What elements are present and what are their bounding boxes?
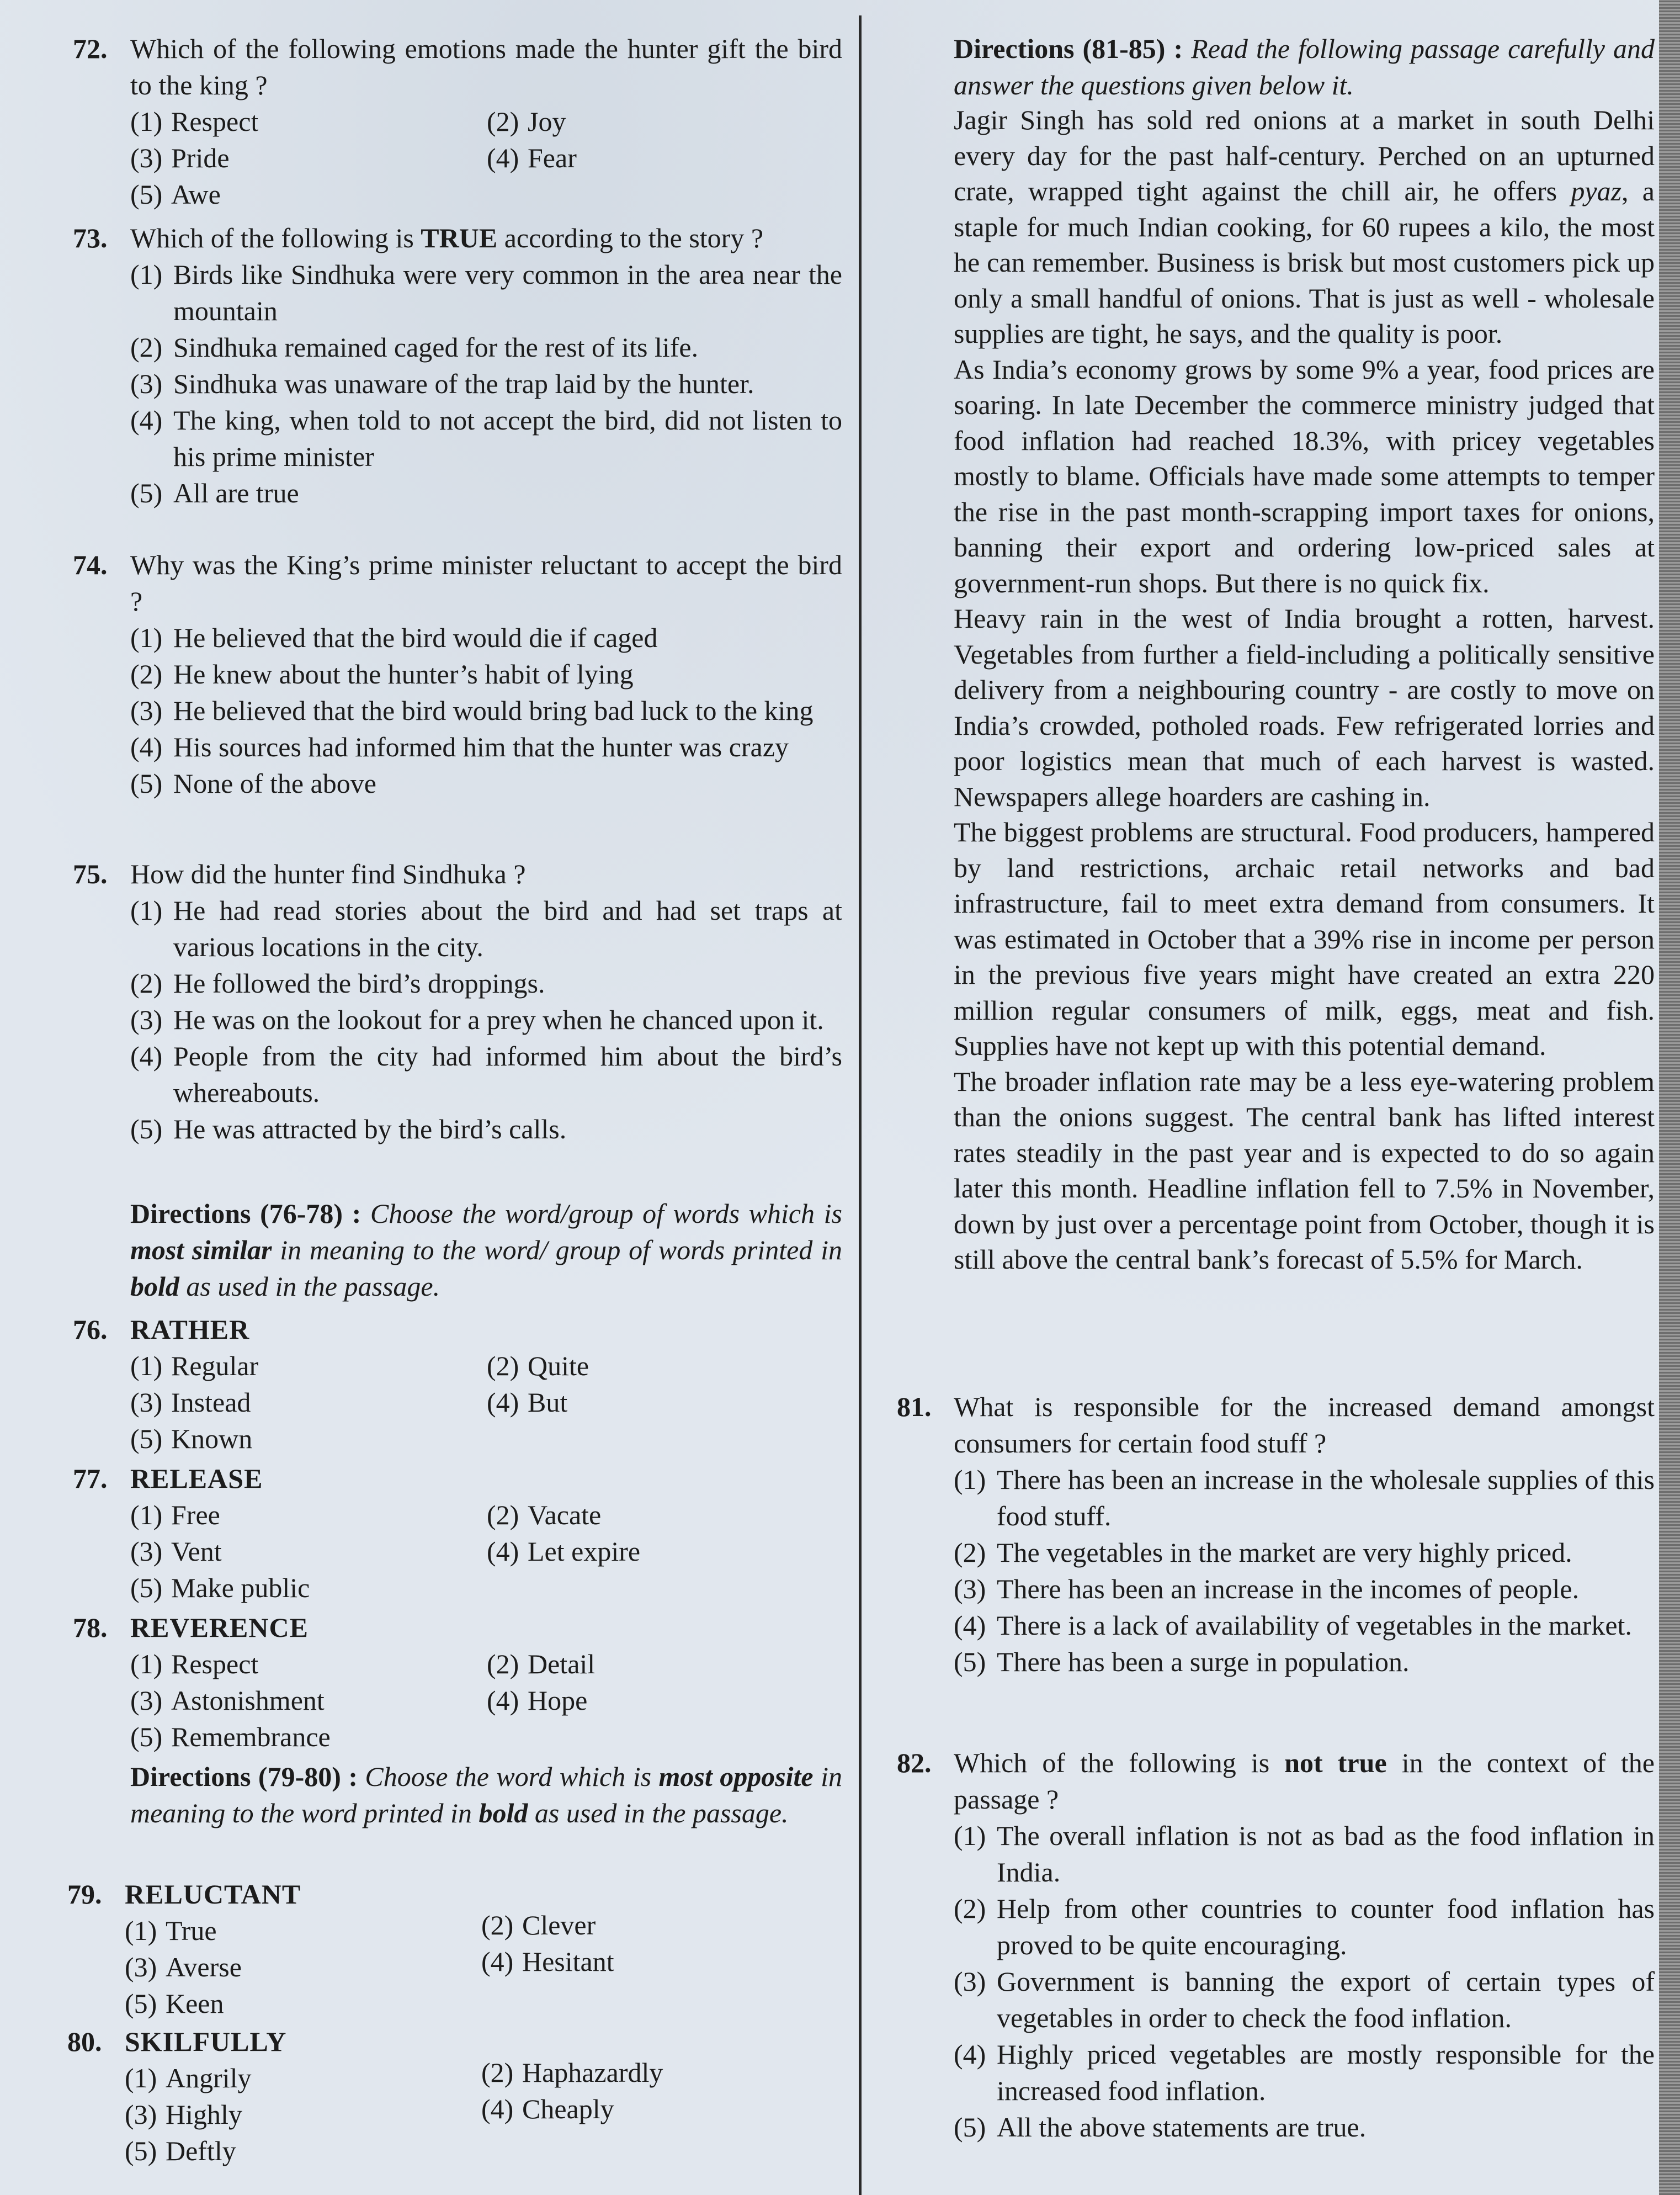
passage-text: , a staple for much Indian cooking, for 60 rupees a kilo, the most he can remember. Business is brisk but most customers pick up only a small handful of onions. That is just as well - wholesale supplies are tight, he says, and the quality is poor. xyxy=(954,176,1655,349)
option-number: (5) xyxy=(954,2112,986,2143)
directions-text: Choose the word which is xyxy=(357,1761,659,1792)
option-text: All the above statements are true. xyxy=(997,2112,1367,2143)
question-text-part: Which of the following is xyxy=(130,222,421,253)
question-number: 76. xyxy=(73,1314,108,1345)
option-text: Free xyxy=(171,1499,220,1530)
directions-text: Choose the word/group of words which is xyxy=(361,1198,842,1229)
option-number: (5) xyxy=(130,1423,163,1454)
question-number: 77. xyxy=(73,1463,108,1494)
option-number: (1) xyxy=(125,2063,157,2093)
option-2[interactable] xyxy=(487,1646,840,1682)
options xyxy=(130,103,850,213)
question-number: 72. xyxy=(73,33,108,64)
option-number: (1) xyxy=(954,1464,986,1495)
question-80 xyxy=(0,2023,850,2169)
option-number: (5) xyxy=(125,1988,157,2019)
passage-paragraph-2: As India’s economy grows by some 9% a year, food prices are soaring. In late December the commerce ministry judged that food inflation had reached 18.3%, with pricey vegetables mostly to blame. Officials have made some attempts to temper the rise in the past month-scrapping import taxes for onions, banning their export and ordering low-priced sales at government-run shops. But there is no quick fix. xyxy=(954,353,1655,598)
column-divider xyxy=(859,15,862,2195)
options xyxy=(130,256,842,511)
option-text: People from the city had informed him about the bird’s whereabouts. xyxy=(173,1041,842,1108)
options xyxy=(125,1912,850,2022)
directions-76-78 xyxy=(130,1195,842,1305)
option-4[interactable] xyxy=(130,402,842,475)
option-text: Deftly xyxy=(166,2135,236,2166)
option-number: (4) xyxy=(487,142,519,173)
directions-text: in meaning to the word printed in xyxy=(130,1761,842,1828)
option-number: (3) xyxy=(130,1004,163,1035)
option-number: (2) xyxy=(954,1893,986,1924)
option-5[interactable] xyxy=(130,475,842,511)
option-text: Fear xyxy=(528,142,577,173)
question-word: RATHER xyxy=(130,1314,250,1345)
directions-label: Directions (79-80) : xyxy=(130,1761,358,1792)
option-3[interactable] xyxy=(130,365,842,402)
option-2[interactable] xyxy=(130,965,842,1001)
question-79 xyxy=(0,1876,850,2022)
option-5[interactable] xyxy=(130,1570,487,1606)
option-number: (4) xyxy=(481,1946,514,1977)
option-number: (4) xyxy=(130,1041,163,1072)
option-text: Sindhuka was unaware of the trap laid by the hunter. xyxy=(173,368,754,399)
option-number: (2) xyxy=(481,2057,514,2088)
passage-text: Jagir Singh has sold red onions at a market in south Delhi every day for the past half-century. Perched on an upturned crate, wrapped tight against the chill air, he offers xyxy=(954,104,1655,206)
option-number: (1) xyxy=(130,622,163,653)
option-5[interactable] xyxy=(130,1111,842,1147)
question-text-part: Which of the following is xyxy=(954,1747,1285,1778)
option-5[interactable] xyxy=(125,2133,481,2169)
passage-paragraph-3: Heavy rain in the west of India brought a rotten, harvest. Vegetables from further a field-including a politically sensitive delivery from a neighbouring country - are costly to move on India’s crowded, potholed roads. Few refrigerated lorries and poor logistics mean that much of each harvest is wasted. Newspapers allege hoarders are cashing in. xyxy=(954,603,1655,812)
question-text xyxy=(130,220,842,256)
option-text: He was on the lookout for a prey when he chanced upon it. xyxy=(173,1004,824,1035)
option-number: (5) xyxy=(130,478,163,508)
option-number: (3) xyxy=(130,1536,163,1567)
option-number: (4) xyxy=(487,1387,519,1418)
option-text: All are true xyxy=(173,478,299,508)
option-text: Keen xyxy=(166,1988,224,2019)
option-text: Respect xyxy=(171,106,259,137)
option-number: (2) xyxy=(487,1499,519,1530)
directions-emphasis: most similar xyxy=(130,1234,272,1265)
option-4[interactable] xyxy=(481,1943,834,1985)
question-number: 75. xyxy=(73,858,108,889)
option-text: Averse xyxy=(166,1952,242,1982)
directions-79-80 xyxy=(130,1758,842,1831)
option-number: (2) xyxy=(130,332,163,363)
option-text: He knew about the hunter’s habit of lying xyxy=(173,659,634,690)
option-number: (5) xyxy=(954,1646,986,1677)
option-text: The overall inflation is not as bad as the food inflation in India. xyxy=(997,1820,1655,1888)
option-number: (1) xyxy=(130,106,163,137)
option-text: There has been a surge in population. xyxy=(997,1646,1410,1677)
option-4[interactable] xyxy=(487,1682,840,1719)
option-3[interactable] xyxy=(130,692,842,729)
passage-paragraph-4: The biggest problems are structural. Food producers, hampered by land restrictions, archaic retail networks and bad infrastructure, fail to meet extra demand from consumers. It was estimated in October that a 39% rise in income per person in the previous five years might have created an extra 220 million regular consumers of milk, eggs, meat and fish. Supplies have not kept up with this potential demand. xyxy=(954,817,1655,1061)
option-number: (1) xyxy=(130,895,163,926)
option-text: The king, when told to not accept the bird, did not listen to his prime minister xyxy=(173,405,842,472)
option-number: (1) xyxy=(130,259,163,290)
question-text: How did the hunter find Sindhuka ? xyxy=(130,858,526,889)
question-text: Which of the following emotions made the hunter gift the bird to the king ? xyxy=(130,33,842,100)
directions-emphasis: bold xyxy=(130,1271,179,1302)
option-number: (1) xyxy=(130,1648,163,1679)
option-number: (3) xyxy=(125,2099,157,2130)
option-number: (5) xyxy=(130,1721,163,1752)
question-text-bold: TRUE xyxy=(421,222,498,253)
option-text: Instead xyxy=(171,1387,251,1418)
question-72 xyxy=(0,30,850,213)
option-text: Awe xyxy=(171,179,221,210)
option-4[interactable] xyxy=(487,140,840,176)
option-1[interactable] xyxy=(130,103,487,140)
question-text-bold: not true xyxy=(1284,1747,1387,1778)
option-2[interactable] xyxy=(130,329,842,365)
option-number: (2) xyxy=(481,1910,514,1940)
option-number: (4) xyxy=(481,2093,514,2124)
option-4[interactable] xyxy=(954,1607,1655,1643)
directions-81-85 xyxy=(954,30,1655,103)
option-3[interactable] xyxy=(130,1384,487,1420)
option-number: (5) xyxy=(130,1572,163,1603)
option-4[interactable] xyxy=(481,2091,834,2133)
question-text xyxy=(954,1745,1655,1817)
question-text-part: in the context of the passage ? xyxy=(954,1747,1655,1815)
option-1[interactable] xyxy=(954,1461,1655,1534)
option-3[interactable] xyxy=(125,1949,481,1985)
question-text: Why was the King’s prime minister reluctant to accept the bird ? xyxy=(130,549,842,617)
option-1[interactable] xyxy=(125,2060,481,2096)
options xyxy=(130,619,842,802)
directions-text: in meaning to the word/ group of words printed in xyxy=(272,1234,842,1265)
option-number: (2) xyxy=(487,106,519,137)
question-78 xyxy=(0,1609,850,1755)
directions-emphasis: most opposite xyxy=(658,1761,814,1792)
option-3[interactable] xyxy=(954,1963,1655,2036)
option-number: (2) xyxy=(130,968,163,999)
option-text: Pride xyxy=(171,142,230,173)
option-1[interactable] xyxy=(130,1646,487,1682)
question-number: 81. xyxy=(897,1391,932,1422)
directions-label: Directions (76-78) : xyxy=(130,1198,361,1229)
option-4[interactable] xyxy=(487,1533,840,1570)
options xyxy=(130,1646,850,1755)
option-text: There has been an increase in the wholesale supplies of this food stuff. xyxy=(997,1464,1655,1531)
option-text: Remembrance xyxy=(171,1721,331,1752)
option-text: Clever xyxy=(522,1910,596,1940)
option-number: (4) xyxy=(130,405,163,436)
question-75 xyxy=(0,856,850,1147)
question-number: 73. xyxy=(73,222,108,253)
directions-text: as used in the passage. xyxy=(528,1798,789,1828)
question-74 xyxy=(0,547,850,802)
option-5[interactable] xyxy=(130,1719,487,1755)
option-number: (4) xyxy=(487,1536,519,1567)
option-text: Sindhuka remained caged for the rest of its life. xyxy=(173,332,699,363)
option-2[interactable] xyxy=(481,1907,834,1949)
option-text: He believed that the bird would die if caged xyxy=(173,622,658,653)
option-text: The vegetables in the market are very highly priced. xyxy=(997,1537,1572,1568)
question-word: REVERENCE xyxy=(130,1612,309,1643)
question-number: 82. xyxy=(897,1747,932,1778)
option-number: (2) xyxy=(954,1537,986,1568)
option-text: Regular xyxy=(171,1350,259,1381)
option-number: (3) xyxy=(125,1952,157,1982)
question-word: RELUCTANT xyxy=(125,1879,301,1910)
option-1[interactable] xyxy=(125,1912,481,1949)
option-text: Government is banning the export of certain types of vegetables in order to check the food inflation. xyxy=(997,1966,1655,2033)
question-73 xyxy=(0,220,850,511)
option-text: But xyxy=(528,1387,568,1418)
option-text: Help from other countries to counter food inflation has proved to be quite encouraging. xyxy=(997,1893,1655,1960)
option-5[interactable] xyxy=(125,1985,481,2022)
option-number: (3) xyxy=(130,368,163,399)
option-number: (2) xyxy=(130,659,163,690)
option-number: (1) xyxy=(130,1350,163,1381)
option-2[interactable] xyxy=(481,2054,834,2096)
option-text: He believed that the bird would bring bad luck to the king xyxy=(173,695,814,726)
option-text: Detail xyxy=(528,1648,596,1679)
passage-italic-word: pyaz xyxy=(1571,176,1622,206)
option-3[interactable] xyxy=(130,1001,842,1038)
option-number: (3) xyxy=(130,142,163,173)
directions-label: Directions (81-85) : xyxy=(954,33,1183,64)
option-3[interactable] xyxy=(130,1533,487,1570)
option-5[interactable] xyxy=(130,765,842,802)
option-number: (1) xyxy=(954,1820,986,1851)
question-word: SKILFULLY xyxy=(125,2026,287,2057)
option-number: (1) xyxy=(130,1499,163,1530)
question-number: 74. xyxy=(73,549,108,580)
option-5[interactable] xyxy=(954,2109,1655,2145)
option-text: Vacate xyxy=(528,1499,602,1530)
option-text: Quite xyxy=(528,1350,589,1381)
options xyxy=(954,1461,1655,1680)
option-4[interactable] xyxy=(954,2036,1655,2109)
question-82 xyxy=(883,1745,1656,2145)
passage-paragraph-5: The broader inflation rate may be a less eye-watering problem than the onions suggest. The central bank has lifted interest rates steadily in the past year and is expected to do so again later this month. Headline inflation fell to 7.5% in November, down by just over a percentage point from October, though it is still above the central bank’s forecast of 5.5% for March. xyxy=(954,1065,1655,1275)
option-2[interactable] xyxy=(954,1534,1655,1571)
option-text: There is a lack of availability of vegetables in the market. xyxy=(997,1610,1632,1641)
options xyxy=(125,2057,850,2169)
option-text: His sources had informed him that the hunter was crazy xyxy=(173,731,789,762)
option-text: Let expire xyxy=(528,1536,641,1567)
option-2[interactable] xyxy=(954,1890,1655,1963)
directions-body: Read the following passage carefully and answer the questions given below it. xyxy=(954,33,1655,100)
reading-passage xyxy=(883,102,1655,1277)
directions-text: as used in the passage. xyxy=(179,1271,440,1302)
option-text: Known xyxy=(171,1423,253,1454)
option-number: (3) xyxy=(954,1966,986,1997)
option-4[interactable] xyxy=(487,1384,840,1420)
options xyxy=(130,1348,850,1457)
option-3[interactable] xyxy=(130,140,487,176)
question-76 xyxy=(0,1311,850,1457)
option-number: (1) xyxy=(125,1915,157,1946)
option-number: (4) xyxy=(954,2039,986,2070)
option-text: There has been an increase in the incomes of people. xyxy=(997,1573,1580,1604)
option-text: Haphazardly xyxy=(522,2057,663,2088)
question-text: What is responsible for the increased demand amongst consumers for certain food stuff ? xyxy=(954,1391,1655,1459)
option-number: (3) xyxy=(130,1387,163,1418)
option-3[interactable] xyxy=(125,2096,481,2133)
option-5[interactable] xyxy=(954,1643,1655,1680)
options xyxy=(954,1817,1655,2145)
option-number: (5) xyxy=(130,1114,163,1144)
question-number: 80. xyxy=(67,2026,102,2057)
option-text: He was attracted by the bird’s calls. xyxy=(173,1114,567,1144)
option-text: Make public xyxy=(171,1572,310,1603)
option-text: Vent xyxy=(171,1536,222,1567)
option-text: He had read stories about the bird and had set traps at various locations in the city. xyxy=(173,895,842,962)
option-1[interactable] xyxy=(130,619,842,656)
option-text: Hope xyxy=(528,1685,588,1716)
option-text: He followed the bird’s droppings. xyxy=(173,968,545,999)
option-text: True xyxy=(166,1915,217,1946)
option-text: Cheaply xyxy=(522,2093,614,2124)
option-number: (3) xyxy=(954,1573,986,1604)
option-text: Astonishment xyxy=(171,1685,325,1716)
option-number: (4) xyxy=(130,731,163,762)
passage-paragraph-1 xyxy=(954,102,1655,352)
option-number: (2) xyxy=(487,1350,519,1381)
option-number: (5) xyxy=(125,2135,157,2166)
question-number: 78. xyxy=(73,1612,108,1643)
option-2[interactable] xyxy=(487,1497,840,1533)
option-2[interactable] xyxy=(487,103,840,140)
options xyxy=(130,892,842,1147)
option-text: Angrily xyxy=(166,2063,252,2093)
option-2[interactable] xyxy=(130,656,842,692)
directions-emphasis: bold xyxy=(479,1798,528,1828)
option-text: Hesitant xyxy=(522,1946,614,1977)
question-77 xyxy=(0,1460,850,1606)
option-2[interactable] xyxy=(487,1348,840,1384)
option-3[interactable] xyxy=(954,1571,1655,1607)
option-text: Joy xyxy=(528,106,566,137)
options xyxy=(130,1497,850,1606)
option-number: (5) xyxy=(130,179,163,210)
question-81 xyxy=(883,1388,1656,1680)
option-text: Respect xyxy=(171,1648,259,1679)
option-number: (2) xyxy=(487,1648,519,1679)
option-text: None of the above xyxy=(173,768,376,799)
option-5[interactable] xyxy=(130,1420,487,1457)
option-1[interactable] xyxy=(130,1348,487,1384)
option-5[interactable] xyxy=(130,176,487,213)
option-1[interactable] xyxy=(130,256,842,329)
option-1[interactable] xyxy=(954,1817,1655,1890)
option-1[interactable] xyxy=(130,1497,487,1533)
option-number: (3) xyxy=(130,695,163,726)
option-4[interactable] xyxy=(130,729,842,765)
option-text: Highly xyxy=(166,2099,242,2130)
option-number: (5) xyxy=(130,768,163,799)
option-number: (3) xyxy=(130,1685,163,1716)
option-4[interactable] xyxy=(130,1038,842,1111)
question-word: RELEASE xyxy=(130,1463,263,1494)
option-1[interactable] xyxy=(130,892,842,965)
option-number: (4) xyxy=(487,1685,519,1716)
scan-edge-strip xyxy=(1659,0,1680,2195)
question-number: 79. xyxy=(67,1879,102,1910)
option-text: Birds like Sindhuka were very common in the area near the mountain xyxy=(173,259,842,326)
option-3[interactable] xyxy=(130,1682,487,1719)
question-text-part: according to the story ? xyxy=(497,222,764,253)
option-number: (4) xyxy=(954,1610,986,1641)
option-text: Highly priced vegetables are mostly responsible for the increased food inflation. xyxy=(997,2039,1655,2106)
